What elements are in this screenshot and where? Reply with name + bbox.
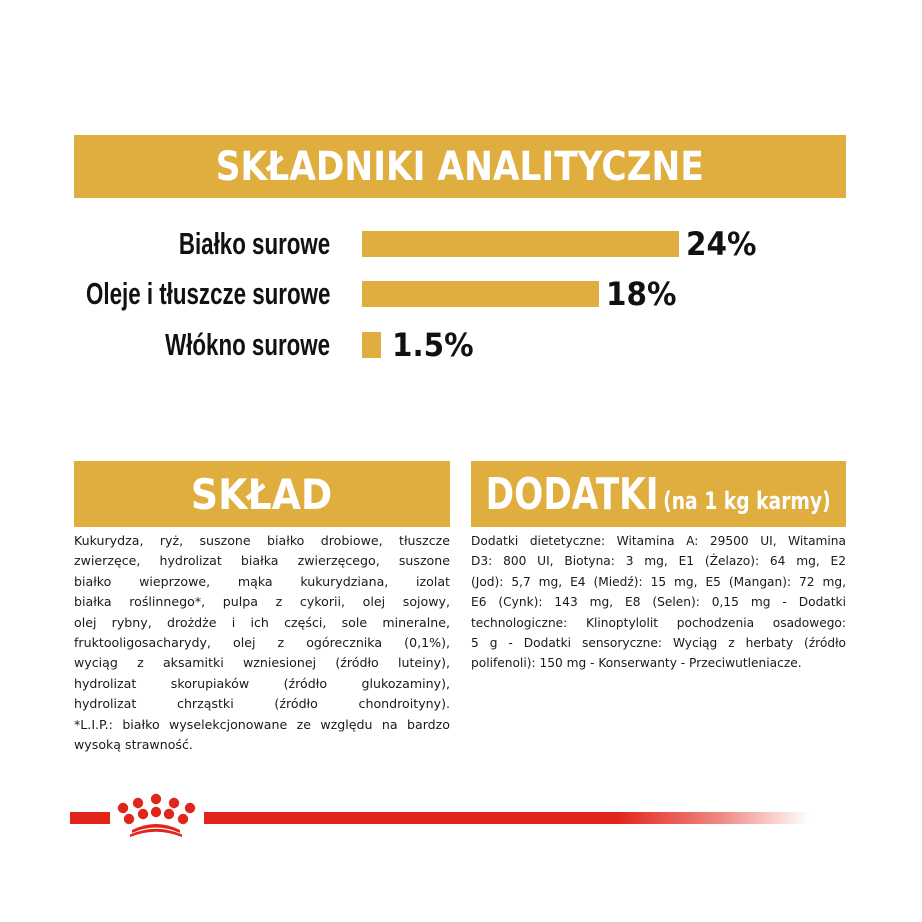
chart-bar [362,231,679,257]
chart-row-fibre [0,325,922,365]
additives-line: technologiczne: Klinoptylolit pochodzenia osadowego: [471,615,846,630]
composition-line: hydrolizat chrząstki (źródło chondroityny). [74,696,450,712]
analytic-constituents-header [74,135,846,198]
composition-line: hydrolizat skorupiaków (źródło glukozaminy), [74,675,450,691]
composition-line: olej rybny, drożdże i ich części, sole mineralne, [74,614,450,630]
composition-line: wyciąg z aksamitki wzniesionej (źródło luteiny), [74,655,450,671]
chart-bar [362,332,381,358]
chart-label: Włókno surowe [165,327,330,362]
composition-header [74,461,450,527]
additives-title: DODATKI [485,468,659,520]
chart-row-fat [0,274,922,314]
additives-line: Dodatki dietetyczne: Witamina A: 29500 UI, Witamina [471,534,846,548]
composition-line: Kukurydza, ryż, suszone białko drobiowe, tłuszcze [74,533,450,548]
chart-label: Białko surowe [178,226,330,261]
analytic-constituents-title: SKŁADNIKI ANALITYCZNE [215,143,705,190]
additives-text [471,531,846,674]
additives-line: polifenoli): 150 mg - Konserwanty - Przeciwutleniacze. [471,656,802,671]
additives-line: (Jod): 5,7 mg, E4 (Miedź): 15 mg, E5 (Mangan): 72 mg, [471,574,846,589]
composition-line: białko wieprzowe, mąka kukurydziana, izolat [74,573,450,589]
additives-line: 5 g - Dodatki sensoryczne: Wyciąg z herbaty (źródło [471,636,846,651]
chart-value: 18% [606,275,677,313]
chart-bar [362,281,599,307]
chart-label: Oleje i tłuszcze surowe [85,276,330,311]
additives-header [471,461,846,527]
additives-line: E6 (Cynk): 143 mg, E8 (Selen): 0,15 mg - Dodatki [471,595,846,610]
composition-line: *L.I.P.: białko wyselekcjonowane ze względu na bardzo [74,716,450,732]
composition-line: zwierzęce, hydrolizat białka zwierzęcego, suszone [74,553,450,569]
additives-line: D3: 800 UI, Biotyna: 3 mg, E1 (Żelazo): 64 mg, E2 [471,554,846,569]
additives-subtitle: (na 1 kg karmy) [663,486,832,515]
brand-line-right [204,812,810,824]
composition-title: SKŁAD [191,469,333,519]
chart-value: 1.5% [392,326,474,364]
royal-canin-crown-icon [112,790,202,838]
composition-text [74,531,450,755]
chart-row-protein [0,224,922,264]
composition-line: fruktooligosacharydy, olej z ogórecznika (0,1%), [74,635,450,651]
brand-line-left [70,812,110,824]
chart-value: 24% [686,225,757,263]
composition-line: wysoką strawność. [74,737,193,753]
composition-line: białka roślinnego*, pulpa z cykorii, olej sojowy, [74,594,450,610]
